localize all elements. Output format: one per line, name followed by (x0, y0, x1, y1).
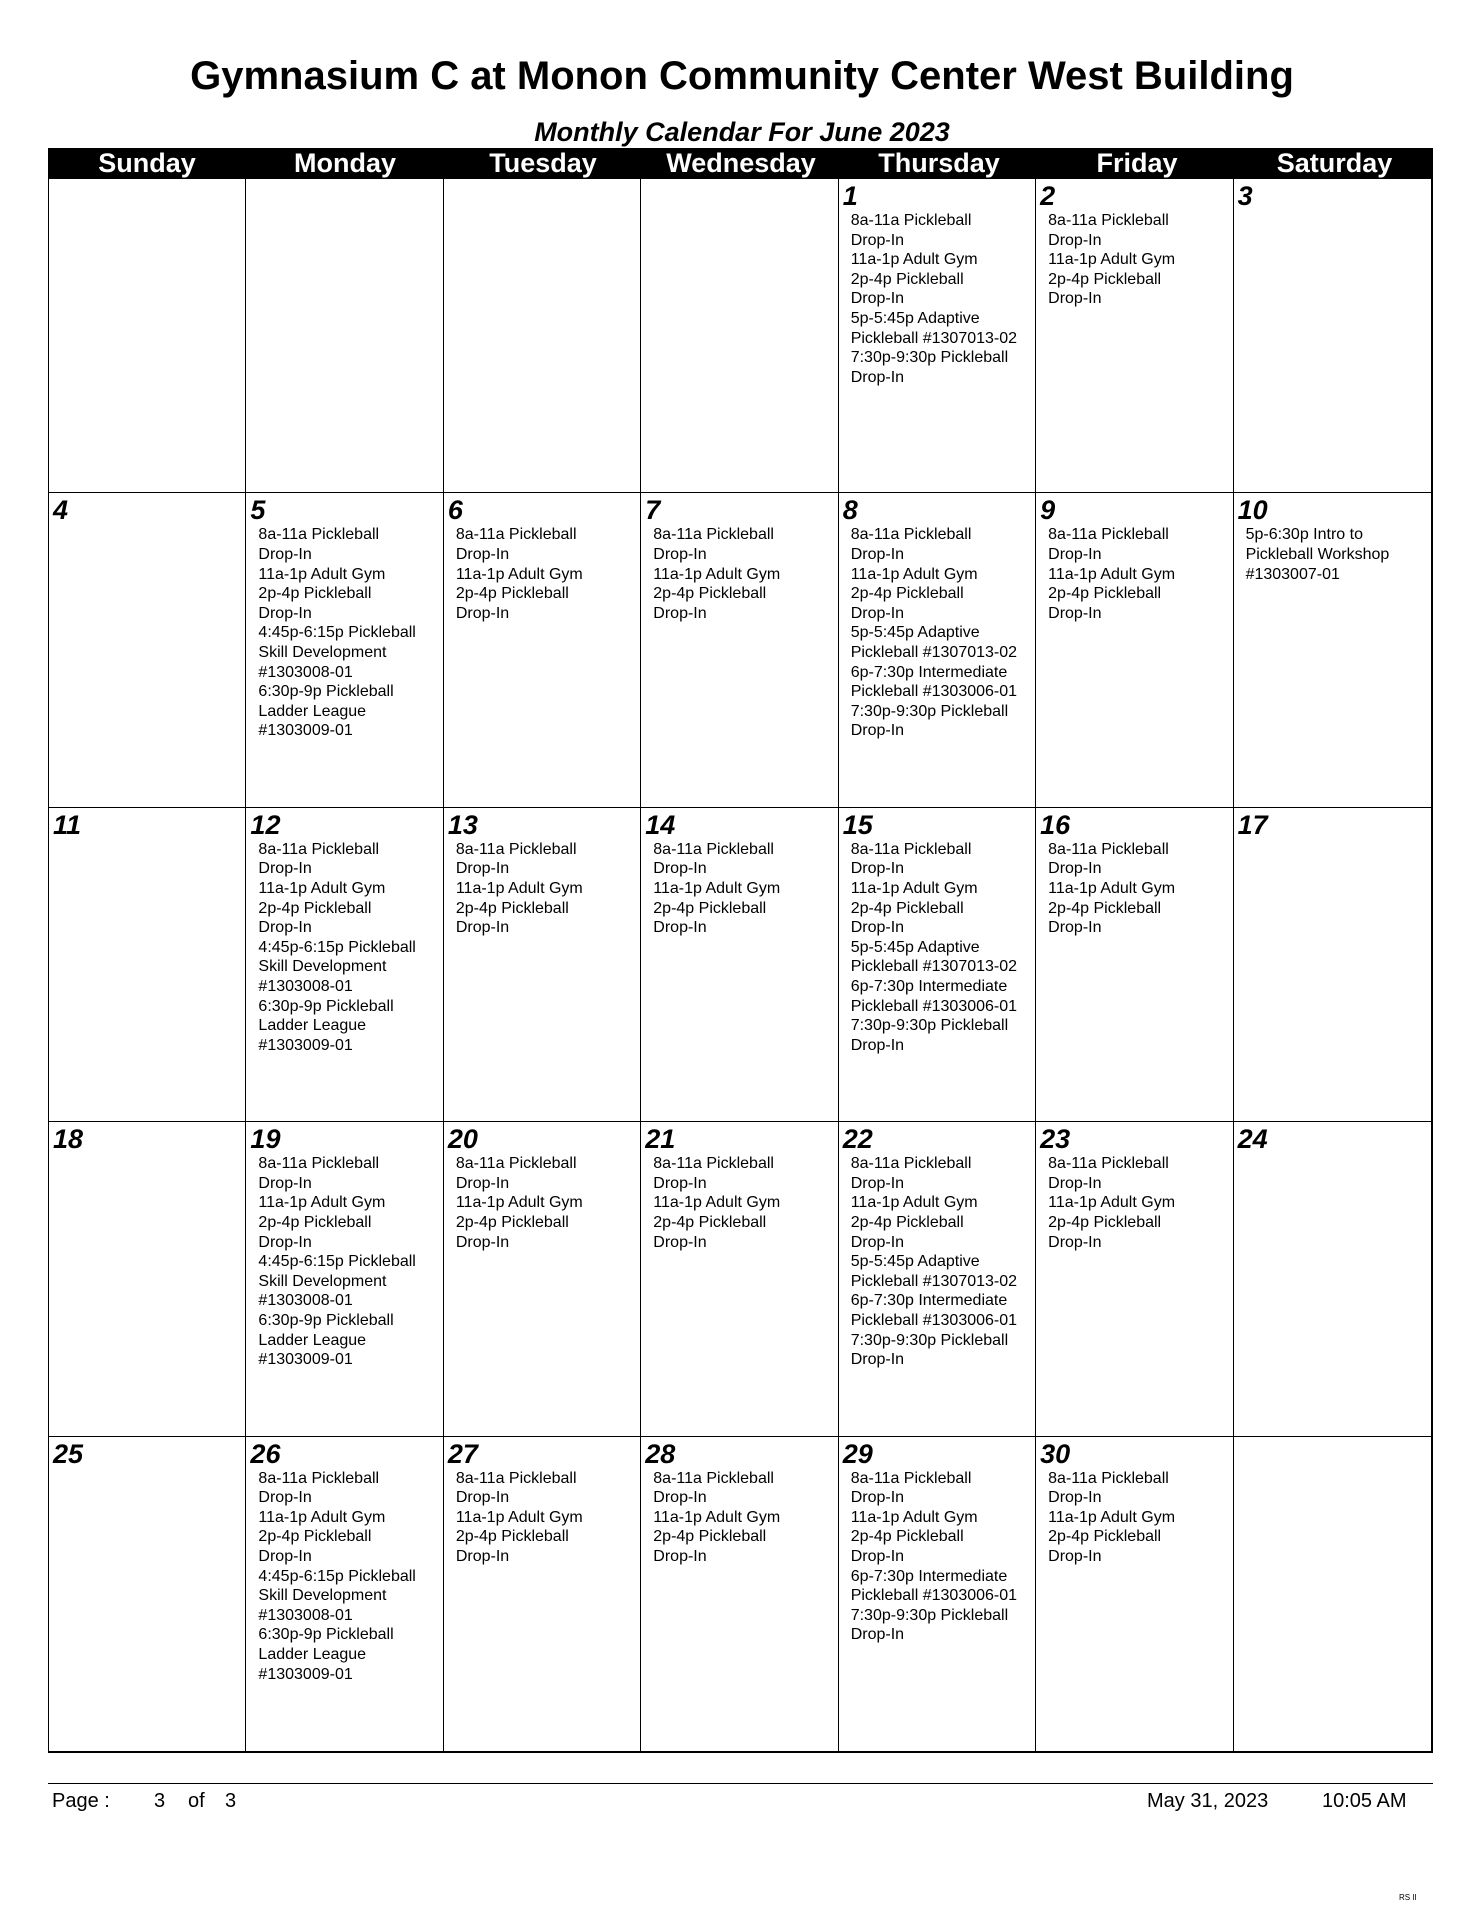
event-line: 2p-4p Pickleball (258, 585, 372, 603)
event-line: 5p-5:45p Adaptive (850, 624, 980, 642)
event-line: Drop-In (455, 919, 510, 937)
event-line: Drop-In (850, 919, 905, 937)
day-cell (246, 179, 443, 493)
day-cell (246, 493, 443, 807)
footer-page-total: 3 (225, 1790, 237, 1812)
event-line: Drop-In (1048, 1489, 1102, 1507)
event-list (851, 1154, 1035, 1370)
event-line: Drop-In (455, 1174, 510, 1192)
event-line: 6p-7:30p Intermediate (850, 1292, 1008, 1310)
event-line: Drop-In (258, 545, 312, 563)
event-line: Drop-In (258, 1547, 312, 1565)
weekday-wednesday: Wednesday (666, 148, 816, 178)
event-list (851, 840, 1035, 1056)
event-line: 2p-4p Pickleball (653, 1528, 767, 1546)
event-line: 8a-11a Pickleball (653, 840, 774, 858)
day-number: 11 (53, 809, 82, 840)
day-cell (641, 179, 838, 493)
weekday-tuesday: Tuesday (489, 148, 597, 178)
event-list (851, 1469, 1035, 1645)
event-line: #1303009-01 (258, 1665, 353, 1683)
event-line: 5p-5:45p Adaptive (850, 309, 980, 327)
day-number: 28 (645, 1438, 676, 1469)
report-code: RS II (1399, 1893, 1417, 1902)
day-number: 25 (53, 1438, 84, 1469)
event-line: 8a-11a Pickleball (850, 1469, 972, 1487)
event-line: 2p-4p Pickleball (653, 585, 767, 603)
day-number: 14 (645, 809, 676, 840)
event-line: Drop-In (850, 604, 905, 622)
event-line: 11a-1p Adult Gym (258, 1508, 386, 1526)
event-line: Drop-In (850, 545, 905, 563)
event-line: 8a-11a Pickleball (1048, 212, 1169, 229)
event-line: 8a-11a Pickleball (1048, 526, 1169, 544)
event-line: Drop-In (653, 545, 707, 563)
event-line: 2p-4p Pickleball (653, 899, 767, 917)
event-line: Pickleball #1307013-02 (850, 958, 1018, 976)
event-line: 11a-1p Adult Gym (653, 1194, 781, 1212)
event-line: 6:30p-9p Pickleball (258, 1311, 394, 1329)
event-line: Drop-In (1048, 1233, 1102, 1251)
event-line: Drop-In (1048, 545, 1102, 563)
day-cell (246, 808, 443, 1122)
event-line: 11a-1p Adult Gym (1048, 251, 1176, 269)
event-line: 11a-1p Adult Gym (258, 879, 386, 897)
event-line: 11a-1p Adult Gym (455, 879, 583, 897)
event-line: 8a-11a Pickleball (258, 1469, 380, 1487)
weekday-monday: Monday (293, 148, 396, 178)
event-list (653, 1154, 837, 1252)
event-list (1246, 525, 1431, 584)
event-line: 2p-4p Pickleball (1048, 585, 1162, 603)
day-cell (1234, 1437, 1431, 1751)
event-line: #1303007-01 (1245, 565, 1340, 583)
day-cell (641, 1437, 838, 1751)
event-list (258, 1469, 442, 1685)
event-line: Ladder League (258, 702, 367, 720)
day-number: 5 (250, 495, 266, 526)
event-line: #1303009-01 (258, 1036, 353, 1054)
event-line: 6:30p-9p Pickleball (258, 1626, 394, 1644)
event-line: 6p-7:30p Intermediate (850, 977, 1008, 995)
event-line: 2p-4p Pickleball (455, 585, 569, 603)
day-cell (1036, 493, 1233, 807)
weekday-sunday: Sunday (98, 148, 196, 178)
event-line: 8a-11a Pickleball (850, 212, 972, 229)
event-line: Drop-In (455, 604, 510, 622)
event-line: Drop-In (258, 1174, 312, 1192)
event-line: 11a-1p Adult Gym (653, 565, 781, 583)
event-line: 8a-11a Pickleball (850, 526, 972, 544)
day-cell (49, 1122, 246, 1436)
event-line: 8a-11a Pickleball (850, 1155, 972, 1173)
event-line: 8a-11a Pickleball (258, 840, 380, 858)
event-line: 2p-4p Pickleball (258, 899, 372, 917)
event-line: Drop-In (850, 231, 905, 249)
event-line: 8a-11a Pickleball (1048, 1155, 1169, 1173)
day-cell (1036, 179, 1233, 493)
event-line: 2p-4p Pickleball (1048, 1528, 1162, 1546)
event-list (1048, 1154, 1232, 1252)
event-line: 8a-11a Pickleball (258, 526, 380, 544)
event-line: 11a-1p Adult Gym (455, 1508, 583, 1526)
event-line: Ladder League (258, 1017, 367, 1035)
footer-page-number: 3 (154, 1790, 166, 1812)
event-line: Drop-In (258, 919, 312, 937)
day-cell (246, 1437, 443, 1751)
event-line: 8a-11a Pickleball (653, 526, 774, 544)
event-line: Drop-In (850, 1233, 905, 1251)
event-line: Drop-In (1048, 231, 1102, 249)
event-line: 7:30p-9:30p Pickleball (850, 1331, 1009, 1349)
footer-page-label: Page : (52, 1790, 110, 1812)
event-line: 4:45p-6:15p Pickleball (258, 1567, 416, 1585)
event-line: Pickleball #1303006-01 (850, 997, 1018, 1015)
event-line: 2p-4p Pickleball (850, 899, 964, 917)
day-cell (444, 1437, 641, 1751)
day-cell (839, 179, 1036, 493)
day-cell (641, 1122, 838, 1436)
event-line: Drop-In (850, 860, 905, 878)
day-cell (444, 179, 641, 493)
day-cell (49, 1437, 246, 1751)
day-cell (1036, 1437, 1233, 1751)
event-line: Drop-In (850, 1351, 905, 1369)
event-line: 2p-4p Pickleball (455, 899, 569, 917)
day-cell (49, 179, 246, 493)
event-line: Drop-In (850, 1174, 905, 1192)
day-cell (246, 1122, 443, 1436)
day-cell (1036, 808, 1233, 1122)
day-cell (1234, 493, 1431, 807)
event-line: Drop-In (1048, 860, 1102, 878)
event-line: 11a-1p Adult Gym (455, 565, 583, 583)
event-line: Pickleball #1303006-01 (850, 1311, 1018, 1329)
event-line: #1303008-01 (258, 663, 353, 681)
event-line: #1303008-01 (258, 1292, 353, 1310)
event-line: 4:45p-6:15p Pickleball (258, 938, 416, 956)
day-number: 13 (447, 809, 478, 840)
event-line: Drop-In (258, 860, 312, 878)
day-cell (839, 1122, 1036, 1436)
event-line: 2p-4p Pickleball (1048, 1213, 1162, 1231)
event-line: 2p-4p Pickleball (258, 1213, 372, 1231)
day-number: 30 (1040, 1438, 1071, 1469)
footer-print-date: May 31, 2023 (1147, 1790, 1269, 1812)
day-number: 15 (842, 809, 873, 840)
event-line: Drop-In (258, 604, 312, 622)
event-line: 5p-5:45p Adaptive (850, 1253, 980, 1271)
event-line: Drop-In (850, 1036, 905, 1054)
event-line: 8a-11a Pickleball (653, 1469, 774, 1487)
event-line: Pickleball #1307013-02 (850, 329, 1018, 347)
day-number: 9 (1040, 495, 1056, 526)
day-number: 21 (645, 1124, 676, 1155)
event-line: 11a-1p Adult Gym (1048, 1508, 1176, 1526)
event-line: Drop-In (850, 722, 905, 740)
event-line: Drop-In (653, 1174, 707, 1192)
event-line: Drop-In (850, 1489, 905, 1507)
event-line: Drop-In (1048, 604, 1102, 622)
calendar-title: Gymnasium C at Monon Community Center West Building (190, 54, 1294, 98)
event-line: 11a-1p Adult Gym (1048, 879, 1176, 897)
event-line: 6:30p-9p Pickleball (258, 997, 394, 1015)
day-number: 6 (447, 495, 463, 526)
event-list (851, 525, 1035, 741)
event-line: Drop-In (653, 1233, 707, 1251)
event-line: 4:45p-6:15p Pickleball (258, 624, 416, 642)
day-number: 7 (645, 495, 661, 526)
event-list (1048, 211, 1232, 309)
event-line: 2p-4p Pickleball (850, 1528, 964, 1546)
day-number: 27 (447, 1438, 478, 1469)
footer-divider (48, 1783, 1433, 1784)
event-line: Pickleball #1307013-02 (850, 643, 1018, 661)
event-line: Skill Development (258, 1272, 387, 1290)
event-list (1048, 1469, 1232, 1567)
day-number: 19 (250, 1124, 281, 1155)
footer-of-label: of (188, 1790, 205, 1812)
event-line: 11a-1p Adult Gym (653, 1508, 781, 1526)
event-line: Skill Development (258, 958, 387, 976)
event-line: Drop-In (850, 1626, 905, 1644)
event-line: Drop-In (653, 1547, 707, 1565)
event-line: 2p-4p Pickleball (455, 1528, 569, 1546)
event-line: Drop-In (455, 1489, 510, 1507)
event-line: Drop-In (455, 1547, 510, 1565)
event-list (258, 525, 442, 741)
event-line: 2p-4p Pickleball (258, 1528, 372, 1546)
event-line: Drop-In (653, 604, 707, 622)
footer-print-time: 10:05 AM (1322, 1790, 1407, 1812)
event-line: 11a-1p Adult Gym (850, 565, 978, 583)
event-line: #1303008-01 (258, 1606, 353, 1624)
day-cell (1234, 808, 1431, 1122)
day-cell (641, 493, 838, 807)
event-line: Drop-In (653, 919, 707, 937)
calendar-subtitle: Monthly Calendar For June 2023 (534, 117, 950, 147)
day-number: 20 (447, 1124, 478, 1155)
event-line: Pickleball #1303006-01 (850, 683, 1018, 701)
event-line: 11a-1p Adult Gym (850, 1508, 978, 1526)
day-number: 10 (1237, 495, 1268, 526)
event-list (1048, 525, 1232, 623)
event-line: 5p-6:30p Intro to (1245, 526, 1363, 544)
event-line: 2p-4p Pickleball (1048, 270, 1162, 288)
event-line: Drop-In (455, 545, 510, 563)
event-line: 2p-4p Pickleball (850, 1213, 964, 1231)
day-number: 29 (842, 1438, 873, 1469)
weekday-header (48, 148, 1433, 179)
event-line: Drop-In (850, 290, 905, 308)
event-list (456, 1154, 640, 1252)
event-line: 8a-11a Pickleball (1048, 1469, 1169, 1487)
day-number: 4 (53, 495, 69, 526)
event-line: 6p-7:30p Intermediate (850, 1567, 1008, 1585)
event-line: 8a-11a Pickleball (850, 840, 972, 858)
weekday-saturday: Saturday (1276, 148, 1393, 178)
event-line: 7:30p-9:30p Pickleball (850, 1017, 1009, 1035)
day-cell (839, 808, 1036, 1122)
event-line: 11a-1p Adult Gym (258, 565, 386, 583)
day-cell (49, 808, 246, 1122)
event-list (653, 525, 837, 623)
event-line: Drop-In (1048, 919, 1102, 937)
day-cell (1036, 1122, 1233, 1436)
day-number: 23 (1040, 1124, 1071, 1155)
event-line: 7:30p-9:30p Pickleball (850, 1606, 1009, 1624)
event-line: 8a-11a Pickleball (1048, 840, 1169, 858)
day-number: 12 (250, 809, 281, 840)
event-line: 2p-4p Pickleball (653, 1213, 767, 1231)
event-line: 7:30p-9:30p Pickleball (850, 349, 1009, 367)
event-line: Skill Development (258, 1587, 387, 1605)
day-cell (49, 493, 246, 807)
event-line: 11a-1p Adult Gym (850, 879, 978, 897)
event-line: 6:30p-9p Pickleball (258, 683, 394, 701)
event-line: Drop-In (653, 860, 707, 878)
event-line: Drop-In (455, 1233, 510, 1251)
day-cell (444, 1122, 641, 1436)
event-line: Skill Development (258, 643, 387, 661)
day-cell (1234, 179, 1431, 493)
event-line: 11a-1p Adult Gym (258, 1194, 386, 1212)
day-number: 22 (842, 1124, 873, 1155)
event-line: Drop-In (1048, 290, 1102, 308)
event-line: 6p-7:30p Intermediate (850, 663, 1008, 681)
event-line: Drop-In (1048, 1174, 1102, 1192)
event-line: Drop-In (653, 1489, 707, 1507)
weekday-friday: Friday (1096, 148, 1178, 178)
event-list (456, 1469, 640, 1567)
event-line: 2p-4p Pickleball (850, 270, 964, 288)
day-number: 8 (842, 495, 858, 526)
event-line: Pickleball #1303006-01 (850, 1587, 1018, 1605)
event-line: 2p-4p Pickleball (455, 1213, 569, 1231)
calendar-grid (48, 179, 1433, 1753)
day-number: 1 (842, 181, 858, 211)
event-line: 11a-1p Adult Gym (850, 1194, 978, 1212)
event-line: 8a-11a Pickleball (455, 840, 577, 858)
event-line: 8a-11a Pickleball (455, 1155, 577, 1173)
event-line: Drop-In (455, 860, 510, 878)
day-number: 2 (1040, 181, 1056, 211)
day-cell (839, 493, 1036, 807)
event-line: Drop-In (258, 1489, 312, 1507)
day-number: 16 (1040, 809, 1071, 840)
event-list (456, 525, 640, 623)
event-line: 8a-11a Pickleball (455, 1469, 577, 1487)
day-cell (444, 493, 641, 807)
day-number: 24 (1237, 1124, 1268, 1155)
event-line: Drop-In (258, 1233, 312, 1251)
event-line: 4:45p-6:15p Pickleball (258, 1253, 416, 1271)
event-line: 7:30p-9:30p Pickleball (850, 702, 1009, 720)
event-line: Drop-In (850, 368, 905, 386)
event-list (653, 840, 837, 938)
event-list (258, 1154, 442, 1370)
event-line: 11a-1p Adult Gym (850, 251, 978, 269)
event-line: 11a-1p Adult Gym (1048, 1194, 1176, 1212)
event-line: Pickleball #1307013-02 (850, 1272, 1018, 1290)
event-list (1048, 840, 1232, 938)
day-cell (444, 808, 641, 1122)
event-line: 11a-1p Adult Gym (1048, 565, 1176, 583)
event-line: 8a-11a Pickleball (455, 526, 577, 544)
event-list (258, 840, 442, 1056)
weekday-thursday: Thursday (878, 148, 1000, 178)
day-number: 3 (1237, 181, 1253, 211)
event-list (851, 211, 1035, 387)
event-line: 2p-4p Pickleball (1048, 899, 1162, 917)
event-list (456, 840, 640, 938)
day-cell (839, 1437, 1036, 1751)
day-cell (1234, 1122, 1431, 1436)
event-line: Drop-In (1048, 1547, 1102, 1565)
day-cell (641, 808, 838, 1122)
event-line: #1303009-01 (258, 722, 353, 740)
event-line: 2p-4p Pickleball (850, 585, 964, 603)
event-line: 11a-1p Adult Gym (653, 879, 781, 897)
day-number: 26 (250, 1438, 281, 1469)
event-list (653, 1469, 837, 1567)
day-number: 17 (1237, 809, 1268, 840)
event-line: Ladder League (258, 1331, 367, 1349)
event-line: Pickleball Workshop (1245, 545, 1390, 563)
event-line: 5p-5:45p Adaptive (850, 938, 980, 956)
event-line: #1303009-01 (258, 1351, 353, 1369)
event-line: 8a-11a Pickleball (258, 1155, 380, 1173)
event-line: Drop-In (850, 1547, 905, 1565)
event-line: 11a-1p Adult Gym (455, 1194, 583, 1212)
event-line: 8a-11a Pickleball (653, 1155, 774, 1173)
event-line: Ladder League (258, 1645, 367, 1663)
day-number: 18 (53, 1124, 84, 1155)
event-line: #1303008-01 (258, 977, 353, 995)
